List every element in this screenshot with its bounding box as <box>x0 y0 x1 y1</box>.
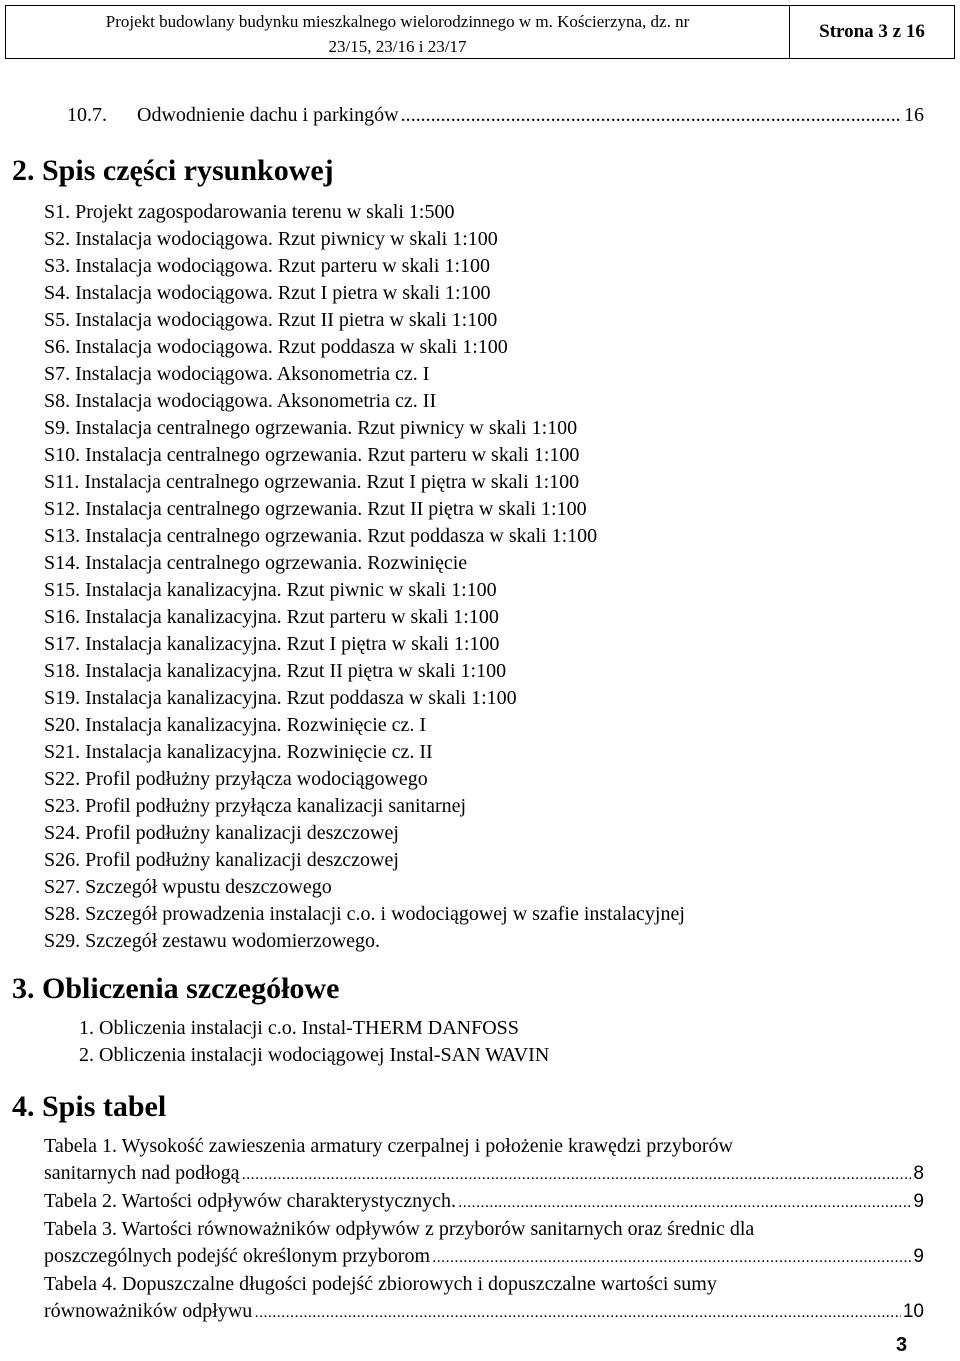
table-entry-title-line: Tabela 1. Wysokość zawieszenia armatury czerpalnej i położenie krawędzi przyborów <box>44 1135 733 1157</box>
toc-dot-leader <box>401 104 902 127</box>
drawing-list-item: S22. Profil podłużny przyłącza wodociągowego <box>44 768 428 790</box>
calculation-list-item: 1. Obliczenia instalacji c.o. Instal-THERM DANFOSS <box>79 1017 519 1039</box>
drawing-list-item: S9. Instalacja centralnego ogrzewania. Rzut piwnicy w skali 1:100 <box>44 417 578 439</box>
drawing-list-item: S12. Instalacja centralnego ogrzewania. Rzut II piętra w skali 1:100 <box>44 498 587 520</box>
table-entry-text: sanitarnych nad podłogą <box>44 1162 240 1184</box>
table-entry-text: równoważników odpływu <box>44 1300 253 1322</box>
calculations-list <box>79 1015 549 1069</box>
toc-entry-number: 10.7. <box>67 104 107 126</box>
drawing-list-item: S29. Szczegół zestawu wodomierzowego. <box>44 930 381 952</box>
drawing-list-item: S20. Instalacja kanalizacyjna. Rozwinięcie cz. I <box>44 714 427 736</box>
document-title <box>6 6 790 58</box>
table-list-entry <box>44 1216 924 1271</box>
table-entry-page: 8 <box>913 1163 924 1184</box>
footer-page-number: 3 <box>896 1334 908 1356</box>
table-entry-leader-line <box>44 1298 924 1326</box>
table-list-entry <box>44 1188 924 1216</box>
toc-dot-leader <box>254 1299 901 1326</box>
calculation-list-item: 2. Obliczenia instalacji wodociągowej Instal-SAN WAVIN <box>79 1044 550 1066</box>
table-list-entry <box>44 1271 924 1326</box>
toc-dot-leader <box>242 1161 912 1188</box>
toc-entry-10-7 <box>67 104 924 127</box>
toc-dot-leader <box>458 1189 911 1216</box>
table-entry-title-line: Tabela 3. Wartości równoważników odpływów z przyborów sanitarnych oraz średnic dla <box>44 1218 755 1240</box>
drawing-list-item: S5. Instalacja wodociągowa. Rzut II pietra w skali 1:100 <box>44 309 498 331</box>
document-title-line-1: Projekt budowlany budynku mieszkalnego wielorodzinnego w m. Kościerzyna, dz. nr <box>105 12 690 31</box>
drawing-list-item: S11. Instalacja centralnego ogrzewania. Rzut I piętra w skali 1:100 <box>44 471 580 493</box>
drawing-list-item: S6. Instalacja wodociągowa. Rzut poddasza w skali 1:100 <box>44 336 508 358</box>
drawing-list-item: S18. Instalacja kanalizacyjna. Rzut II piętra w skali 1:100 <box>44 660 507 682</box>
toc-dot-leader <box>432 1244 911 1271</box>
table-entry-text: poszczególnych podejść określonym przyborom <box>44 1245 431 1267</box>
table-entry-leader-line <box>44 1243 924 1271</box>
drawing-list-item: S10. Instalacja centralnego ogrzewania. Rzut parteru w skali 1:100 <box>44 444 580 466</box>
drawing-list-item: S26. Profil podłużny kanalizacji deszczowej <box>44 849 399 871</box>
drawing-list-item: S28. Szczegół prowadzenia instalacji c.o. i wodociągowej w szafie instalacyjnej <box>44 903 685 925</box>
drawing-list-item: S4. Instalacja wodociągowa. Rzut I pietra w skali 1:100 <box>44 282 491 304</box>
drawing-list-item: S2. Instalacja wodociągowa. Rzut piwnicy w skali 1:100 <box>44 228 498 250</box>
table-entry-text: Tabela 2. Wartości odpływów charakterystycznych. <box>44 1190 457 1212</box>
drawing-list-item: S27. Szczegół wpustu deszczowego <box>44 876 332 898</box>
toc-entry-text: Odwodnienie dachu i parkingów <box>137 104 399 126</box>
drawing-list-item: S21. Instalacja kanalizacyjna. Rozwinięcie cz. II <box>44 741 433 763</box>
table-entry-title-line: Tabela 4. Dopuszczalne długości podejść zbiorowych i dopuszczalne wartości sumy <box>44 1273 717 1295</box>
table-entry-leader-line <box>44 1188 924 1216</box>
drawing-list-item: S24. Profil podłużny kanalizacji deszczowej <box>44 822 399 844</box>
section-2-heading: 2. Spis części rysunkowej <box>12 154 334 187</box>
drawing-list-item: S13. Instalacja centralnego ogrzewania. Rzut poddasza w skali 1:100 <box>44 525 598 547</box>
drawing-list-item: S19. Instalacja kanalizacyjna. Rzut poddasza w skali 1:100 <box>44 687 517 709</box>
page-header <box>5 5 955 59</box>
drawing-list-item: S1. Projekt zagospodarowania terenu w skali 1:500 <box>44 201 455 223</box>
drawing-list-item: S16. Instalacja kanalizacyjna. Rzut parteru w skali 1:100 <box>44 606 499 628</box>
section-4-heading: 4. Spis tabel <box>12 1090 167 1123</box>
drawings-list <box>44 199 685 955</box>
table-entry-page: 10 <box>902 1301 924 1322</box>
tables-list <box>44 1133 924 1326</box>
drawing-list-item: S15. Instalacja kanalizacyjna. Rzut piwnic w skali 1:100 <box>44 579 497 601</box>
drawing-list-item: S17. Instalacja kanalizacyjna. Rzut I piętra w skali 1:100 <box>44 633 500 655</box>
drawing-list-item: S3. Instalacja wodociągowa. Rzut parteru w skali 1:100 <box>44 255 490 277</box>
section-3-heading: 3. Obliczenia szczegółowe <box>12 972 340 1005</box>
document-title-line-2: 23/15, 23/16 i 23/17 <box>328 37 467 56</box>
drawing-list-item: S23. Profil podłużny przyłącza kanalizacji sanitarnej <box>44 795 467 817</box>
table-list-entry <box>44 1133 924 1188</box>
page-indicator: Strona 3 z 16 <box>819 21 925 42</box>
drawing-list-item: S14. Instalacja centralnego ogrzewania. Rozwinięcie <box>44 552 468 574</box>
toc-entry-page: 16 <box>904 104 924 126</box>
table-entry-page: 9 <box>913 1191 924 1212</box>
drawing-list-item: S8. Instalacja wodociągowa. Aksonometria cz. II <box>44 390 437 412</box>
table-entry-page: 9 <box>913 1246 924 1267</box>
drawing-list-item: S7. Instalacja wodociągowa. Aksonometria cz. I <box>44 363 430 385</box>
table-entry-leader-line <box>44 1160 924 1188</box>
